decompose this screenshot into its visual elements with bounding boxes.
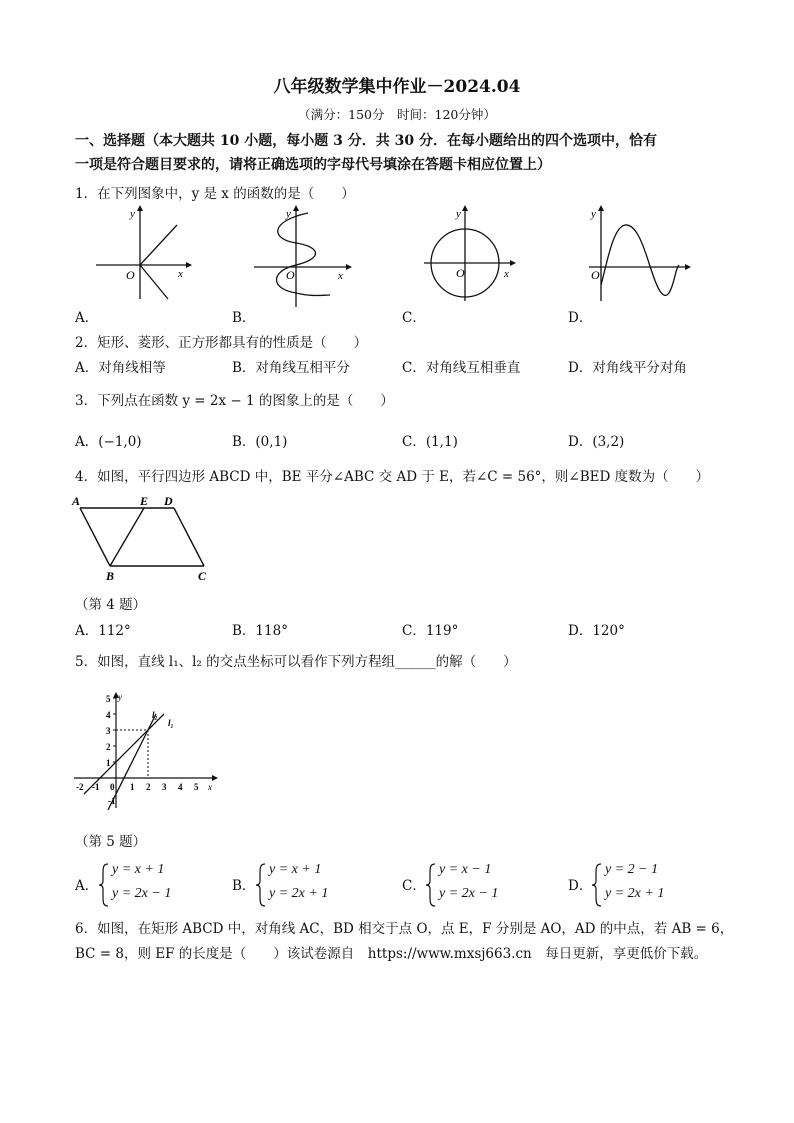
q5-option-a-eq2: y = 2x − 1 <box>112 886 172 901</box>
q3-stem: 3．下列点在函数 y = 2x − 1 的图象上的是（ ） <box>75 393 394 409</box>
q1-graph-c <box>420 203 525 303</box>
q3-option-b[interactable]: B．(0,1) <box>232 434 288 450</box>
q4-label-c: C <box>198 569 207 583</box>
page-subtitle: （满分：150分 时间：120分钟） <box>298 107 496 122</box>
page-title: 八年级数学集中作业－2024.04 <box>273 77 521 97</box>
q1-option-a[interactable]: A． <box>75 310 99 326</box>
q5-l1-label: l₁ <box>168 718 174 728</box>
q1-graph-b <box>250 203 355 313</box>
q5-ytick-neg1: -1 <box>108 796 116 806</box>
q6-stem-line1: 6．如图，在矩形 ABCD 中，对角线 AC，BD 相交于点 O，点 E，F 分别是 AO，AD 的中点，若 AB = 6， <box>75 921 734 937</box>
q1b-origin: O <box>286 268 295 282</box>
q5-y-label: y <box>118 692 122 702</box>
q3-option-a[interactable]: A．(−1,0) <box>75 434 142 450</box>
q1b-x-label: x <box>338 270 343 282</box>
q5-option-b-eq2: y = 2x + 1 <box>269 886 329 901</box>
q5-option-c-label[interactable]: C． <box>402 878 426 894</box>
q5-caption: （第 5 题） <box>75 834 147 850</box>
q5-option-d-label[interactable]: D． <box>568 878 593 894</box>
q5-option-d-eq1: y = 2 − 1 <box>605 862 659 877</box>
q2-option-b[interactable]: B．对角线互相平分 <box>232 360 350 376</box>
q5-option-b-label[interactable]: B． <box>232 878 256 894</box>
q1a-x-label: x <box>178 268 183 280</box>
q5-l2-label: l₂ <box>152 710 158 720</box>
q5-option-c-eq1: y = x − 1 <box>439 862 492 877</box>
q4-label-e: E <box>140 494 149 508</box>
q4-caption: （第 4 题） <box>75 597 147 613</box>
q2-option-a[interactable]: A．对角线相等 <box>75 360 166 376</box>
q1c-x-label: x <box>504 268 509 280</box>
q4-option-d[interactable]: D．120° <box>568 623 625 639</box>
q5-ytick-3: 3 <box>106 726 111 736</box>
q6-stem-line2: BC = 8，则 EF 的长度是（ ）该试卷源自 https://www.mxsj663.cn 每日更新，享更低价下载。 <box>75 946 708 962</box>
q5-option-b-eq1: y = x + 1 <box>269 862 322 877</box>
q5-option-c-system[interactable] <box>425 862 545 910</box>
q4-stem: 4．如图，平行四边形 ABCD 中，BE 平分∠ABC 交 AD 于 E，若∠C = 56°，则∠BED 度数为（ ） <box>75 469 710 485</box>
q5-xtick-0: 0 <box>110 782 115 792</box>
section-heading-line2: 一项是符合题目要求的，请将正确选项的字母代号填涂在答题卡相应位置上） <box>75 157 551 173</box>
q5-xtick-3: 3 <box>162 782 167 792</box>
q5-xtick-2: 2 <box>146 782 151 792</box>
q5-option-d-system[interactable] <box>591 862 711 910</box>
q5-ytick-1: 1 <box>106 758 111 768</box>
q1a-origin: O <box>126 268 135 282</box>
q5-option-b-system[interactable] <box>255 862 375 910</box>
q5-option-a-label[interactable]: A． <box>75 878 99 894</box>
q1d-origin: O <box>591 268 600 282</box>
q5-xtick-1: 1 <box>130 782 135 792</box>
q3-option-c[interactable]: C．(1,1) <box>402 434 458 450</box>
q4-option-a[interactable]: A．112° <box>75 623 131 639</box>
q5-xtick-4: 4 <box>178 782 183 792</box>
q4-option-c[interactable]: C．119° <box>402 623 459 639</box>
q3-option-d[interactable]: D．(3,2) <box>568 434 625 450</box>
q4-label-d: D <box>164 494 173 508</box>
q5-ytick-5: 5 <box>106 694 111 704</box>
q1a-y-label: y <box>130 208 135 220</box>
q1b-y-label: y <box>286 208 291 220</box>
q1-graph-a <box>92 203 192 303</box>
q5-option-a-eq1: y = x + 1 <box>112 862 165 877</box>
q1-option-d[interactable]: D． <box>568 310 593 326</box>
q5-graph-figure <box>72 690 222 810</box>
q1-stem: 1．在下列图象中，y 是 x 的函数的是（ ） <box>75 186 355 202</box>
q4-parallelogram-figure <box>70 492 215 584</box>
q4-label-a: A <box>72 494 81 508</box>
q5-option-a-system[interactable] <box>98 862 218 910</box>
q4-option-b[interactable]: B．118° <box>232 623 288 639</box>
q5-xtick-5: 5 <box>194 782 199 792</box>
q5-ytick-2: 2 <box>106 742 111 752</box>
q2-option-d[interactable]: D．对角线平分对角 <box>568 360 687 376</box>
q5-option-d-eq2: y = 2x + 1 <box>605 886 665 901</box>
q5-option-c-eq2: y = 2x − 1 <box>439 886 499 901</box>
q5-ytick-4: 4 <box>106 710 111 720</box>
q1d-y-label: y <box>591 208 596 220</box>
q1-graph-d <box>585 203 695 303</box>
q4-label-b: B <box>106 569 115 583</box>
q1c-y-label: y <box>456 208 461 220</box>
q2-option-c[interactable]: C．对角线互相垂直 <box>402 360 521 376</box>
q1c-origin: O <box>456 266 465 280</box>
section-heading-line1: 一、选择题（本大题共 10 小题，每小题 3 分．共 30 分．在每小题给出的四个选项中，恰有 <box>75 133 657 149</box>
q1-option-c[interactable]: C． <box>402 310 426 326</box>
q5-stem: 5．如图，直线 l₁、l₂ 的交点坐标可以看作下列方程组______的解（ ） <box>75 654 517 670</box>
q5-x-label: x <box>208 782 212 792</box>
q2-stem: 2．矩形、菱形、正方形都具有的性质是（ ） <box>75 335 368 351</box>
q1-option-b[interactable]: B． <box>232 310 256 326</box>
q5-xtick-neg2: -2 <box>76 782 84 792</box>
q5-xtick-neg1: -1 <box>92 782 100 792</box>
